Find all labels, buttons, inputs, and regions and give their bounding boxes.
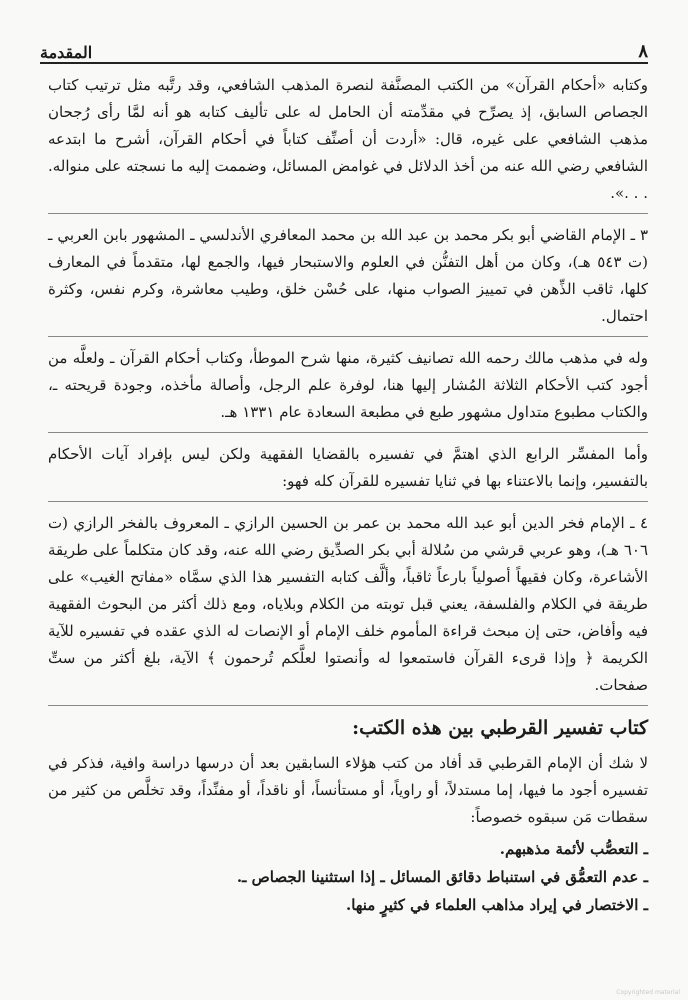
page-body <box>48 72 648 919</box>
running-title: المقدمة <box>40 43 93 62</box>
watermark: Copyrighted material <box>616 989 680 996</box>
section-intro: لا شك أن الإمام القرطبي قد أفاد من كتب هؤلاء السابقين بعد أن درسها دراسة وافية، فذكر في تفسيره أجود ما فيها، إما مستدلاً، أو راوياً، أو مستأنساً، أو ناقداً، أو مفنِّداً، وقد تخلَّص من كثير من سقطات مَن سبقوه خصوصاً: <box>48 754 648 826</box>
header-rule <box>40 62 648 64</box>
list-item: ـ الاختصار في إيراد مذاهب العلماء في كثيرٍ منها. <box>345 896 648 914</box>
page-number: ٨ <box>638 41 648 62</box>
paragraph-fourth-exegete: وأما المفسِّر الرابع الذي اهتمَّ في تفسيره بالقضايا الفقهية ولكن ليس بإفراد آيات الأحكام بالتفسير، وإنما بالاعتناء بها في ثنايا تفسيره للقرآن كله فهو: <box>48 445 648 490</box>
list-item: ـ التعصُّب لأئمة مذهبهم. <box>499 840 648 858</box>
divider <box>48 501 648 502</box>
section-heading: كتاب تفسير القرطبي بين هذه الكتب: <box>352 717 648 739</box>
paragraph-ibn-kiya: وكتابه «أحكام القرآن» من الكتب المصنَّفة لنصرة المذهب الشافعي، وقد رتَّبه مثل ترتيب كتاب الجصاص السابق، إذ يصرِّح في مقدِّمته أن الحامل له على تأليف كتابه هو أنه لمَّا رأى رُجحان مذهب الشافعي على غيره، قال: «أردت أن أصنِّف كتاباً في أحكام القرآن، أشرح ما ابتدعه الشافعي رضي الله عنه من أخذ الدلائل في غوامض المسائل، وضممت إليه ما نسجته على منواله. . . .». <box>48 76 648 202</box>
paragraph-ibn-arabi-works: وله في مذهب مالك رحمه الله تصانيف كثيرة، منها شرح الموطأ، وكتاب أحكام القرآن ـ ولعلَّه من أجود كتب الأحكام الثلاثة المُشار إليها هنا، لوفرة علم الرجل، وأصالة مأخذه، وجودة قريحته ـ، والكتاب مطبوع متداول مشهور طبع في مطبعة السعادة عام ١٣٣١ هـ. <box>48 349 648 421</box>
divider <box>48 213 648 214</box>
divider <box>48 705 648 706</box>
divider <box>48 432 648 433</box>
page-header <box>40 34 648 62</box>
bullet-list <box>48 835 648 919</box>
paragraph-razi: ٤ ـ الإمام فخر الدين أبو عبد الله محمد بن عمر بن الحسين الرازي ـ المعروف بالفخر الرازي (ت ٦٠٦ هـ)، وهو عربي قرشي من سُلالة أبي بكر الصدِّيق رضي الله عنه، وقد كان متكلماً على طريقة الأشاعرة، وكان فقيهاً أصولياً بارعاً ثاقباً، وألَّف كتابه التفسير هذا الذي سمَّاه «مفاتح الغيب» على طريقة في الكلام والفلسفة، يعني قبل توبته من الكلام وبلاياه، ومع ذلك أكثر من البحوث الفقهية فيه وأفاض، حتى إن مبحث قراءة المأموم خلف الإمام أو الإنصات له الذي عقده في تفسيره للآية الكريمة ﴿ وإذا قرىء القرآن فاستمعوا له وأنصتوا لعلَّكم تُرحمون ﴾ الآية، بلغ أكثر من ستِّ صفحات. <box>48 514 648 694</box>
paragraph-ibn-arabi: ٣ ـ الإمام القاضي أبو بكر محمد بن عبد الله بن محمد المعافري الأندلسي ـ المشهور بابن العربي ـ (ت ٥٤٣ هـ)، وكان من أهل التفنُّن في العلوم والاستبحار فيها، والجمع لها، متقدماً في المعارف كلها، ثاقب الذِّهن في تمييز الصواب منها، على حُسْن خلق، وطيب معاشرة، وكرم نفس، وكثرة احتمال. <box>48 226 648 325</box>
divider <box>48 336 648 337</box>
list-item: ـ عدم التعمُّق في استنباط دقائق المسائل ـ إذا استثنينا الجصاص ـ. <box>236 868 648 886</box>
